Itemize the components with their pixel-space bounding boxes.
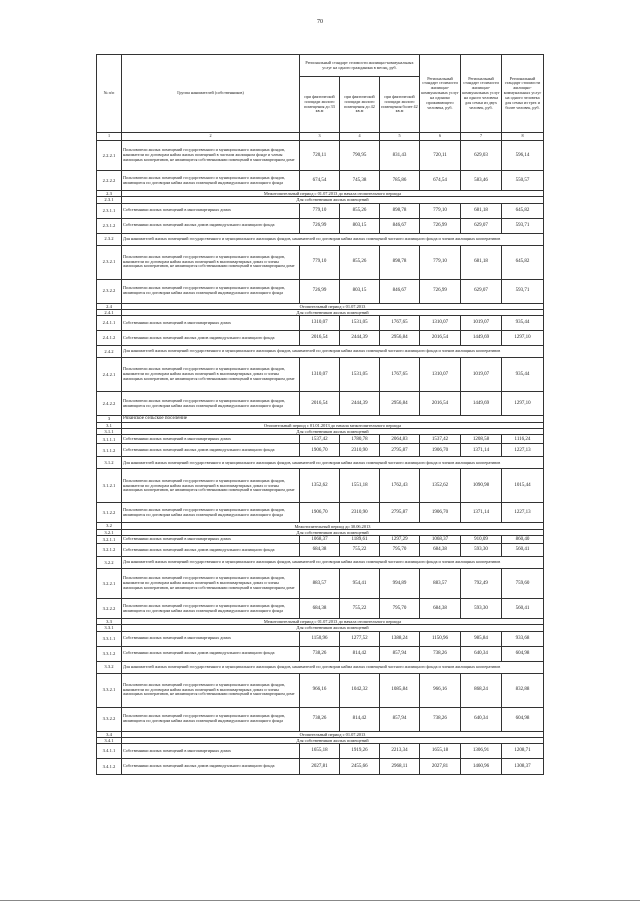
row-value: 883,57	[300, 569, 340, 599]
row-value: 593,30	[461, 544, 502, 557]
row-value: 1150,96	[300, 631, 340, 646]
row-value: 1297,10	[502, 331, 544, 346]
row-value: 846,67	[380, 279, 420, 303]
index-cell: 2	[122, 133, 300, 141]
row-value: 755,22	[340, 599, 380, 619]
section-title: Межотопительный период с 01.07.2013 до начала отопительного периода	[122, 619, 544, 625]
section-title: Для нанимателей жилых помещений государственного и муниципального жилищных фондов, нанимателей по договорам найма жилых помещений частного жилищного фонда и членов жилищных кооперативов	[122, 233, 544, 245]
row-code: 2.2.2.2	[97, 171, 122, 191]
row-code: 2.4.2	[97, 346, 122, 358]
row-value: 898,78	[380, 203, 420, 218]
row-value: 1767,65	[380, 316, 420, 331]
row-value: 604,98	[502, 646, 544, 661]
section-title: Для собственников жилых помещений	[122, 529, 544, 535]
row-code: 3.3.2.1	[97, 673, 122, 707]
row-value: 726,99	[300, 279, 340, 303]
row-code: 3.4.1.2	[97, 759, 122, 775]
row-value: 1767,65	[380, 358, 420, 392]
row-value: 1655,18	[420, 744, 461, 759]
row-description: Собственники жилых помещений в многоквартирных домах	[122, 203, 300, 218]
regional-standard-table	[96, 54, 544, 775]
row-value: 2016,54	[300, 392, 340, 416]
row-code: 3.1.1	[97, 429, 122, 435]
row-code: 3.3.2	[97, 661, 122, 673]
row-description: Пользователи жилых помещений государственного и муниципального жилищных фондов, являющиеся по договорам найма жилых помещений индивидуального жилищного фонда	[122, 503, 300, 523]
row-value: 1537,42	[300, 435, 340, 444]
row-code: 3.3.1.1	[97, 631, 122, 646]
row-value: 681,18	[461, 203, 502, 218]
row-value: 779,10	[300, 203, 340, 218]
table-row	[97, 435, 544, 444]
row-code: 3.2.2.1	[97, 569, 122, 599]
row-code: 3.1.2.2	[97, 503, 122, 523]
row-value: 640,34	[461, 646, 502, 661]
row-value: 785,86	[380, 171, 420, 191]
section-title: Для собственников жилых помещений	[122, 737, 544, 743]
table-row	[97, 673, 544, 707]
table-row	[97, 392, 544, 416]
row-description: Собственники жилых помещений в многоквартирных домах	[122, 316, 300, 331]
row-value: 1551,18	[340, 469, 380, 503]
row-value: 2956,84	[380, 392, 420, 416]
row-value: 1297,29	[380, 536, 420, 544]
row-value: 1449,69	[461, 331, 502, 346]
row-code: 3.1.2.1	[97, 469, 122, 503]
row-value: 629,03	[461, 141, 502, 171]
section-title: Для собственников жилых помещений	[122, 625, 544, 631]
row-value: 790,95	[340, 141, 380, 171]
row-value: 726,99	[420, 279, 461, 303]
row-value: 645,82	[502, 203, 544, 218]
row-value: 779,10	[420, 203, 461, 218]
row-value: 935,44	[502, 358, 544, 392]
row-description: Пользователи жилых помещений государственного и муниципального жилищных фондов, наниматели по договорам найма жилых помещений в частном жилищном фонде и члены жилищных кооперативов, не являющиеся собственниками помещений в многоквартирном доме	[122, 141, 300, 171]
row-description: Собственники жилых помещений жилых домов индивидуального жилищного фонда	[122, 544, 300, 557]
row-code: 3.2.1.1	[97, 536, 122, 544]
row-code: 3.2.2	[97, 557, 122, 569]
row-value: 2310,90	[340, 503, 380, 523]
row-value: 593,30	[461, 599, 502, 619]
row-value: 2795,87	[380, 444, 420, 457]
row-value: 629,07	[461, 279, 502, 303]
row-description: Пользователи жилых помещений государственного и муниципального жилищных фондов, являющиеся по договорам найма жилых помещений индивидуального жилищного фонда	[122, 392, 300, 416]
table-row	[97, 203, 544, 218]
table-row	[97, 245, 544, 279]
row-value: 1310,07	[420, 316, 461, 331]
row-value: 803,15	[340, 218, 380, 233]
row-value: 1449,69	[461, 392, 502, 416]
row-value: 2795,87	[380, 503, 420, 523]
row-value: 1352,62	[420, 469, 461, 503]
row-code: 2.3.1.1	[97, 203, 122, 218]
table-row	[97, 503, 544, 523]
row-value: 2455,66	[340, 759, 380, 775]
row-code: 2.4	[97, 303, 122, 309]
row-value: 857,94	[380, 707, 420, 731]
row-value: 857,94	[380, 646, 420, 661]
row-value: 1537,42	[420, 435, 461, 444]
header-no: № п/п	[97, 55, 122, 133]
row-value: 596,14	[502, 141, 544, 171]
row-value: 1090,98	[461, 469, 502, 503]
row-code: 3.1.1.2	[97, 444, 122, 457]
row-description: Собственники жилых помещений в многоквартирных домах	[122, 435, 300, 444]
row-code: 3	[97, 416, 122, 423]
row-value: 1762,43	[380, 469, 420, 503]
table-row	[97, 631, 544, 646]
section-title: Рязанское сельское поселение	[122, 416, 544, 423]
row-value: 2968,11	[380, 759, 420, 775]
row-description: Собственники жилых помещений жилых домов индивидуального жилищного фонда	[122, 218, 300, 233]
section-title: Для собственников жилых помещений	[122, 197, 544, 203]
section-title: Отопительный период с 01.07.2013	[122, 731, 544, 737]
row-description: Пользователи жилых помещений государственного и муниципального жилищных фондов, являющиеся по договорам найма жилых помещений индивидуального жилищного фонда	[122, 599, 300, 619]
row-code: 3.3.2.2	[97, 707, 122, 731]
row-value: 1019,07	[461, 358, 502, 392]
row-code: 3.1.1.1	[97, 435, 122, 444]
page-number: 70	[317, 19, 323, 25]
row-value: 1208,58	[461, 435, 502, 444]
row-value: 755,22	[340, 544, 380, 557]
row-value: 792,49	[461, 569, 502, 599]
row-value: 1068,37	[300, 536, 340, 544]
section-title: Для собственников жилых помещений	[122, 309, 544, 315]
header-group: Группа нанимателей (собственников)	[122, 55, 300, 133]
row-value: 726,99	[420, 218, 461, 233]
row-description: Пользователи жилых помещений государственного и муниципального жилищных фондов, наниматели по договорам найма жилых помещений в многоквартирных домах и члены жилищных кооперативов, не являющиеся собственниками помещений в многоквартирном доме	[122, 469, 300, 503]
table-row	[97, 316, 544, 331]
row-value: 1297,10	[502, 392, 544, 416]
index-cell: 1	[97, 133, 122, 141]
table-row	[97, 469, 544, 503]
row-value: 738,26	[420, 707, 461, 731]
row-value: 994,89	[380, 569, 420, 599]
row-value: 2016,54	[420, 331, 461, 346]
row-value: 2064,83	[380, 435, 420, 444]
row-description: Собственники жилых помещений жилых домов индивидуального жилищного фонда	[122, 759, 300, 775]
row-value: 855,26	[340, 245, 380, 279]
section-title: Отопительный период с 01.07.2013	[122, 303, 544, 309]
header-single: Региональный стандарт стоимости жилищно-коммунальных услуг на одиноко проживающего человека, руб.	[420, 55, 461, 133]
row-value: 2444,39	[340, 331, 380, 346]
row-value: 560,41	[502, 599, 544, 619]
row-value: 795,70	[380, 599, 420, 619]
row-code: 3.2.1.2	[97, 544, 122, 557]
row-value: 860,40	[502, 536, 544, 544]
row-value: 2016,54	[420, 392, 461, 416]
table-row	[97, 536, 544, 544]
row-value: 779,10	[300, 245, 340, 279]
row-value: 846,67	[380, 218, 420, 233]
row-value: 674,54	[420, 171, 461, 191]
row-value: 1068,37	[420, 536, 461, 544]
row-code: 2.4.1.1	[97, 316, 122, 331]
row-description: Пользователи жилых помещений государственного и муниципального жилищных фондов, являющиеся по договорам найма жилых помещений индивидуального жилищного фонда	[122, 279, 300, 303]
row-value: 759,60	[502, 569, 544, 599]
subgroup-row	[97, 233, 544, 245]
row-value: 684,38	[420, 544, 461, 557]
row-value: 1780,78	[340, 435, 380, 444]
section-title: Межотопительный период до 30.06.2013	[122, 523, 544, 529]
row-code: 3.4.1.1	[97, 744, 122, 759]
row-value: 1310,07	[300, 358, 340, 392]
row-value: 814,42	[340, 707, 380, 731]
row-value: 745,38	[340, 171, 380, 191]
row-value: 1371,14	[461, 444, 502, 457]
index-cell: 6	[420, 133, 461, 141]
row-value: 898,78	[380, 245, 420, 279]
row-value: 1308,37	[502, 759, 544, 775]
row-value: 604,98	[502, 707, 544, 731]
row-value: 779,10	[420, 245, 461, 279]
settlement-row	[97, 416, 544, 423]
row-description: Пользователи жилых помещений государственного и муниципального жилищных фондов, являющиеся по договорам найма жилых помещений индивидуального жилищного фонда	[122, 707, 300, 731]
row-value: 1277,52	[340, 631, 380, 646]
row-value: 593,71	[502, 279, 544, 303]
row-value: 684,38	[300, 599, 340, 619]
row-value: 1906,70	[420, 444, 461, 457]
row-value: 910,09	[461, 536, 502, 544]
row-description: Собственники жилых помещений в многоквартирных домах	[122, 536, 300, 544]
index-cell: 4	[340, 133, 380, 141]
row-value: 1531,05	[340, 316, 380, 331]
table-row	[97, 544, 544, 557]
row-value: 832,88	[502, 673, 544, 707]
row-value: 583,46	[461, 171, 502, 191]
row-value: 2027,81	[300, 759, 340, 775]
row-value: 1906,70	[300, 503, 340, 523]
section-title: Для нанимателей жилых помещений государственного и муниципального жилищных фондов, нанимателей по договорам найма жилых помещений частного жилищного фонда и членов жилищных кооперативов	[122, 661, 544, 673]
header-area-33: при фактической площади жилого помещения до 33 кв.м	[300, 77, 340, 133]
row-value: 855,26	[340, 203, 380, 218]
section-title: Для нанимателей жилых помещений государственного и муниципального жилищных фондов, нанимателей по договорам найма жилых помещений частного жилищного фонда и членов жилищных кооперативов	[122, 457, 544, 469]
row-value: 726,99	[300, 218, 340, 233]
row-description: Собственники жилых помещений жилых домов индивидуального жилищного фонда	[122, 331, 300, 346]
row-description: Собственники жилых помещений жилых домов индивидуального жилищного фонда	[122, 444, 300, 457]
row-description: Собственники жилых помещений в многоквартирных домах	[122, 744, 300, 759]
row-code: 3.3.1	[97, 625, 122, 631]
row-code: 2.4.2.2	[97, 392, 122, 416]
row-value: 674,54	[300, 171, 340, 191]
row-value: 1015,44	[502, 469, 544, 503]
index-cell: 8	[502, 133, 544, 141]
row-value: 1906,70	[420, 503, 461, 523]
row-value: 883,57	[420, 569, 461, 599]
row-value: 1227,13	[502, 503, 544, 523]
row-code: 2.3.1.2	[97, 218, 122, 233]
row-value: 803,15	[340, 279, 380, 303]
row-code: 3.2	[97, 523, 122, 529]
table-row	[97, 141, 544, 171]
subgroup-row	[97, 457, 544, 469]
row-value: 1306,91	[461, 744, 502, 759]
row-description: Пользователи жилых помещений государственного и муниципального жилищных фондов, наниматели по договорам найма жилых помещений в многоквартирных домах и члены жилищных кооперативов, не являющиеся собственниками помещений в многоквартирном доме	[122, 569, 300, 599]
row-value: 1460,96	[461, 759, 502, 775]
row-value: 1388,24	[380, 631, 420, 646]
section-title: Для нанимателей жилых помещений государственного и муниципального жилищных фондов, нанимателей по договорам найма жилых помещений частного жилищного фонда и членов жилищных кооперативов	[122, 346, 544, 358]
row-value: 550,57	[502, 171, 544, 191]
row-value: 933,68	[502, 631, 544, 646]
row-value: 1019,07	[461, 316, 502, 331]
row-value: 1352,62	[300, 469, 340, 503]
row-code: 3.3	[97, 619, 122, 625]
row-value: 935,44	[502, 316, 544, 331]
row-code: 3.4	[97, 731, 122, 737]
row-value: 1919,26	[340, 744, 380, 759]
row-value: 593,71	[502, 218, 544, 233]
row-code: 2.4.1	[97, 309, 122, 315]
section-title: Отопительный период с 01.01.2013 до начала межотопительного периода	[122, 422, 544, 428]
row-value: 2444,39	[340, 392, 380, 416]
row-value: 560,41	[502, 544, 544, 557]
row-code: 3.1.2	[97, 457, 122, 469]
row-description: Пользователи жилых помещений государственного и муниципального жилищных фондов, наниматели по договорам найма жилых помещений в многоквартирных домах и члены жилищных кооперативов, не являющиеся собственниками помещений в многоквартирном доме	[122, 673, 300, 707]
row-value: 2213,34	[380, 744, 420, 759]
row-value: 1116,24	[502, 435, 544, 444]
row-value: 2956,84	[380, 331, 420, 346]
row-value: 954,41	[340, 569, 380, 599]
row-value: 738,26	[300, 707, 340, 731]
row-description: Пользователи жилых помещений государственного и муниципального жилищных фондов, наниматели по договорам найма жилых помещений в многоквартирных домах и члены жилищных кооперативов, не являющиеся собственниками помещений в многоквартирном доме	[122, 245, 300, 279]
row-value: 814,42	[340, 646, 380, 661]
row-code: 2.3.2.2	[97, 279, 122, 303]
row-value: 738,26	[420, 646, 461, 661]
row-value: 684,38	[420, 599, 461, 619]
subgroup-row	[97, 661, 544, 673]
row-code: 2.3.2.1	[97, 245, 122, 279]
row-value: 2310,90	[340, 444, 380, 457]
row-value: 966,16	[420, 673, 461, 707]
row-value: 1227,13	[502, 444, 544, 457]
row-value: 1906,70	[300, 444, 340, 457]
row-value: 985,84	[461, 631, 502, 646]
row-value: 640,34	[461, 707, 502, 731]
row-code: 2.2.2.1	[97, 141, 122, 171]
row-value: 629,07	[461, 218, 502, 233]
row-value: 684,38	[300, 544, 340, 557]
table-row	[97, 646, 544, 661]
row-value: 1150,96	[420, 631, 461, 646]
row-value: 966,16	[300, 673, 340, 707]
header-area-42-plus: при фактической площади жилого помещения более 42 кв.м	[380, 77, 420, 133]
header-index-row	[97, 133, 544, 141]
row-code: 2.3.2	[97, 233, 122, 245]
row-code: 3.2.1	[97, 529, 122, 535]
row-value: 1655,18	[300, 744, 340, 759]
table-row	[97, 444, 544, 457]
row-value: 738,26	[300, 646, 340, 661]
index-cell: 5	[380, 133, 420, 141]
index-cell: 7	[461, 133, 502, 141]
row-description: Собственники жилых помещений в многоквартирных домах	[122, 631, 300, 646]
index-cell: 3	[300, 133, 340, 141]
row-value: 645,82	[502, 245, 544, 279]
table-row	[97, 171, 544, 191]
page-bottom-edge	[0, 900, 640, 901]
subgroup-row	[97, 346, 544, 358]
subgroup-row	[97, 557, 544, 569]
header-regional-standard: Региональный стандарт стоимости жилищно-коммунальных услуг на одного гражданина в месяц, руб.	[300, 55, 420, 77]
row-value: 681,18	[461, 245, 502, 279]
row-value: 1042,32	[340, 673, 380, 707]
row-code: 2.3	[97, 191, 122, 197]
table-row	[97, 279, 544, 303]
row-description: Пользователи жилых помещений государственного и муниципального жилищных фондов, являющиеся по договорам найма жилых помещений индивидуального жилищного фонда	[122, 171, 300, 191]
row-value: 1085,84	[380, 673, 420, 707]
table-row	[97, 358, 544, 392]
row-value: 831,43	[380, 141, 420, 171]
row-code: 3.3.1.2	[97, 646, 122, 661]
section-title: Для собственников жилых помещений	[122, 429, 544, 435]
table-row	[97, 569, 544, 599]
table-header	[97, 55, 544, 141]
row-description: Пользователи жилых помещений государственного и муниципального жилищных фондов, наниматели по договорам найма жилых помещений в многоквартирных домах и члены жилищных кооперативов, не являющиеся собственниками помещений в многоквартирном доме	[122, 358, 300, 392]
row-value: 868,24	[461, 673, 502, 707]
row-value: 1189,61	[340, 536, 380, 544]
header-area-42: при фактической площади жилого помещения до 42 кв.м	[340, 77, 380, 133]
table-row	[97, 707, 544, 731]
table-row	[97, 744, 544, 759]
table-row	[97, 331, 544, 346]
row-value: 2016,54	[300, 331, 340, 346]
table-row	[97, 759, 544, 775]
row-value: 720,11	[420, 141, 461, 171]
row-value: 1310,07	[300, 316, 340, 331]
row-value: 1208,71	[502, 744, 544, 759]
row-code: 2.3.1	[97, 197, 122, 203]
row-code: 3.4.1	[97, 737, 122, 743]
header-family-two: Региональный стандарт стоимости жилищно-коммунальных услуг на одного человека для семьи из двух человек, руб.	[461, 55, 502, 133]
row-value: 795,70	[380, 544, 420, 557]
row-value: 720,11	[300, 141, 340, 171]
table-row	[97, 599, 544, 619]
row-value: 1310,07	[420, 358, 461, 392]
row-value: 1531,05	[340, 358, 380, 392]
section-title: Межотопительный период с 01.07.2013 до начала отопительного периода	[122, 191, 544, 197]
table-row	[97, 218, 544, 233]
row-description: Собственники жилых помещений жилых домов индивидуального жилищного фонда	[122, 646, 300, 661]
section-title: Для нанимателей жилых помещений государственного и муниципального жилищных фондов, нанимателей по договорам найма жилых помещений частного жилищного фонда и членов жилищных кооперативов	[122, 557, 544, 569]
row-code: 2.4.1.2	[97, 331, 122, 346]
row-code: 2.4.2.1	[97, 358, 122, 392]
row-value: 2027,81	[420, 759, 461, 775]
table-body	[97, 141, 544, 775]
row-code: 3.1	[97, 422, 122, 428]
row-code: 3.2.2.2	[97, 599, 122, 619]
header-family-three: Региональный стандарт стоимости жилищно-коммунальных услуг на одного человека для семьи из трех и более человек, руб.	[502, 55, 544, 133]
row-value: 1371,14	[461, 503, 502, 523]
